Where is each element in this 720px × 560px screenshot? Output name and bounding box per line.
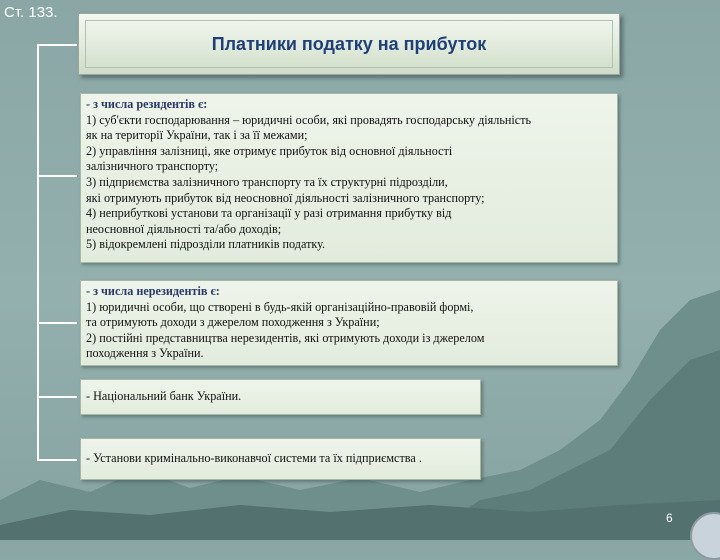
residents-line: 5) відокремлені підрозділи платників податку. bbox=[86, 237, 326, 252]
nonresidents-line: 2) постійні представництва нерезидентів, які отримують доходи із джерелом bbox=[86, 330, 485, 345]
residents-line: 3) підприємства залізничного транспорту та їх структурні підрозділи, bbox=[86, 174, 448, 189]
nonresidents-box bbox=[80, 280, 618, 366]
tree-branch-residents bbox=[37, 175, 77, 177]
nonresidents-line: походження з України. bbox=[86, 346, 204, 361]
title-box bbox=[78, 13, 620, 75]
penal-system-box bbox=[80, 438, 481, 480]
residents-line: неосновної діяльності та/або доходів; bbox=[86, 221, 282, 236]
tree-branch-nonresidents bbox=[37, 322, 77, 324]
residents-box bbox=[80, 93, 618, 263]
residents-line: 1) суб'єкти господарювання – юридичні особи, які провадять господарську діяльність bbox=[86, 112, 532, 127]
national-bank-box bbox=[80, 379, 481, 415]
tree-branch-title bbox=[37, 44, 77, 46]
residents-line: 2) управління залізниці, яке отримує прибуток від основної діяльності bbox=[86, 143, 453, 158]
residents-line: як на території України, так і за її межами; bbox=[86, 128, 308, 143]
nonresidents-line: 1) юридичні особи, що створені в будь-якій організаційно-правовій формі, bbox=[86, 299, 474, 314]
national-bank-text: - Національний банк України. bbox=[86, 389, 242, 404]
nonresidents-heading: - з числа нерезидентів є: bbox=[86, 284, 220, 298]
residents-heading: - з числа резидентів є: bbox=[86, 97, 208, 111]
page-title: Платники податку на прибуток bbox=[211, 33, 487, 54]
nonresidents-line: та отримують доходи з джерелом походження з України; bbox=[86, 315, 380, 330]
tree-branch-national-bank bbox=[37, 396, 77, 398]
tree-branch-penal-system bbox=[37, 459, 77, 461]
residents-line: 4) неприбуткові установи та організації у разі отримання прибутку від bbox=[86, 206, 452, 221]
penal-system-text: - Установи кримінально-виконавчої системи та їх підприємства . bbox=[86, 451, 422, 466]
residents-line: які отримують прибуток від неосновної діяльності залізничного транспорту; bbox=[86, 190, 485, 205]
residents-line: залізничного транспорту; bbox=[86, 159, 219, 174]
page-reference: Ст. 133. bbox=[4, 4, 58, 21]
page-number: 6 bbox=[666, 511, 673, 525]
